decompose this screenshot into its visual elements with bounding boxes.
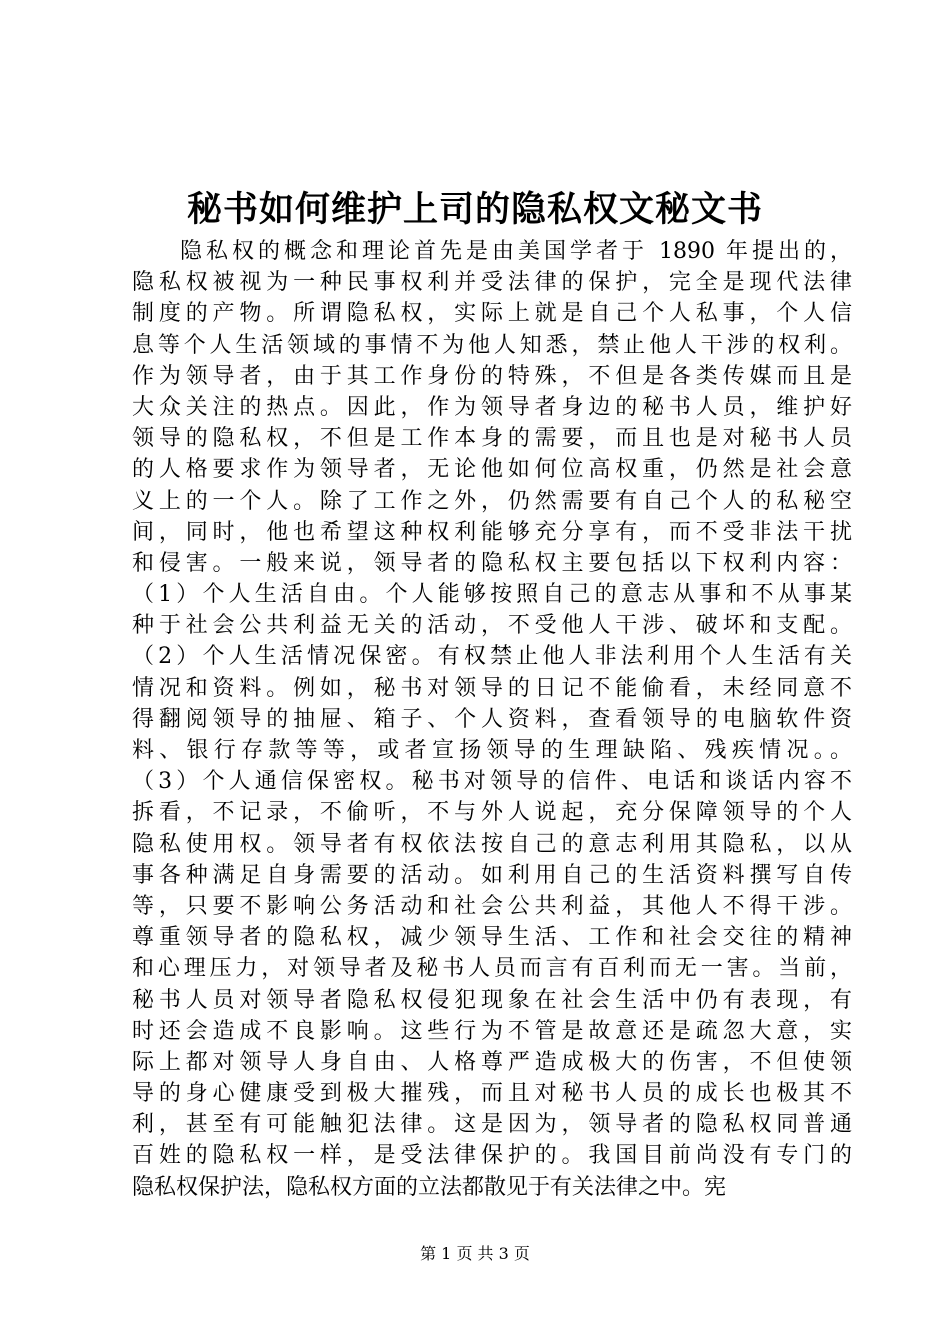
text-line: 导的身心健康受到极大摧残，而且对秘书人员的成长也极其不 xyxy=(132,1081,852,1107)
text-line: 隐私使用权。领导者有权依法按自己的意志利用其隐私，以从 xyxy=(132,831,852,857)
text-line: 尊重领导者的隐私权，减少领导生活、工作和社会交往的精神 xyxy=(132,925,852,951)
text-line: 秘书人员对领导者隐私权侵犯现象在社会生活中仍有表现，有 xyxy=(132,987,852,1013)
text-line: 得翻阅领导的抽屉、箱子、个人资料，查看领导的电脑软件资 xyxy=(132,706,852,732)
text-line: 息等个人生活领域的事情不为他人知悉，禁止他人干涉的权利。 xyxy=(132,332,852,358)
text-line: 料、银行存款等等，或者宣扬领导的生理缺陷、残疾情况。。 xyxy=(132,738,852,763)
text-line: 时还会造成不良影响。这些行为不管是故意还是疏忽大意，实 xyxy=(132,1018,852,1044)
document-title: 秘书如何维护上司的隐私权文秘文书 xyxy=(186,189,763,230)
text-line: 作为领导者，由于其工作身份的特殊，不但是各类传媒而且是 xyxy=(132,363,852,389)
text-line: （2）个人生活情况保密。有权禁止他人非法利用个人生活有关 xyxy=(132,644,852,670)
text-line: 种于社会公共利益无关的活动，不受他人干涉、破坏和支配。 xyxy=(132,613,852,639)
text-line: 利，甚至有可能触犯法律。这是因为，领导者的隐私权同普通 xyxy=(132,1112,852,1138)
text-line: 隐私权保护法，隐私权方面的立法都散见于有关法律之中。宪 xyxy=(132,1174,727,1200)
text-line: 义上的一个人。除了工作之外，仍然需要有自己个人的私秘空 xyxy=(132,488,852,514)
text-line: （1）个人生活自由。个人能够按照自己的意志从事和不从事某 xyxy=(132,582,852,608)
text-line: 制度的产物。所谓隐私权，实际上就是自己个人私事，个人信 xyxy=(132,301,852,327)
text-line: 和心理压力，对领导者及秘书人员而言有百利而无一害。当前， xyxy=(132,956,852,982)
text-line: 领导的隐私权，不但是工作本身的需要，而且也是对秘书人员 xyxy=(132,426,852,452)
text-line: （3）个人通信保密权。秘书对领导的信件、电话和谈话内容不 xyxy=(132,769,852,795)
text-line: 百姓的隐私权一样，是受法律保护的。我国目前尚没有专门的 xyxy=(132,1143,852,1169)
text-line: 等，只要不影响公务活动和社会公共利益，其他人不得干涉。 xyxy=(132,893,852,919)
text-line: 情况和资料。例如，秘书对领导的日记不能偷看，未经同意不 xyxy=(132,675,852,701)
text-line: 际上都对领导人身自由、人格尊严造成极大的伤害，不但使领 xyxy=(132,1049,852,1075)
page-footer: 第 1 页 共 3 页 xyxy=(420,1244,530,1263)
text-line: 大众关注的热点。因此，作为领导者身边的秘书人员，维护好 xyxy=(132,394,852,420)
text-line: 的人格要求作为领导者，无论他如何位高权重，仍然是社会意 xyxy=(132,457,852,483)
text-line: 间，同时，他也希望这种权利能够充分享有，而不受非法干扰 xyxy=(132,519,852,545)
text-line: 和侵害。一般来说，领导者的隐私权主要包括以下权利内容： xyxy=(132,550,852,576)
text-line: 隐私权的概念和理论首先是由美国学者于 1890 年提出的， xyxy=(180,239,852,264)
document-body xyxy=(132,236,852,1203)
text-line: 拆看，不记录，不偷听，不与外人说起，充分保障领导的个人 xyxy=(132,800,852,826)
text-line: 事各种满足自身需要的活动。如利用自己的生活资料撰写自传 xyxy=(132,862,852,888)
text-line: 隐私权被视为一种民事权利并受法律的保护，完全是现代法律 xyxy=(132,270,852,296)
